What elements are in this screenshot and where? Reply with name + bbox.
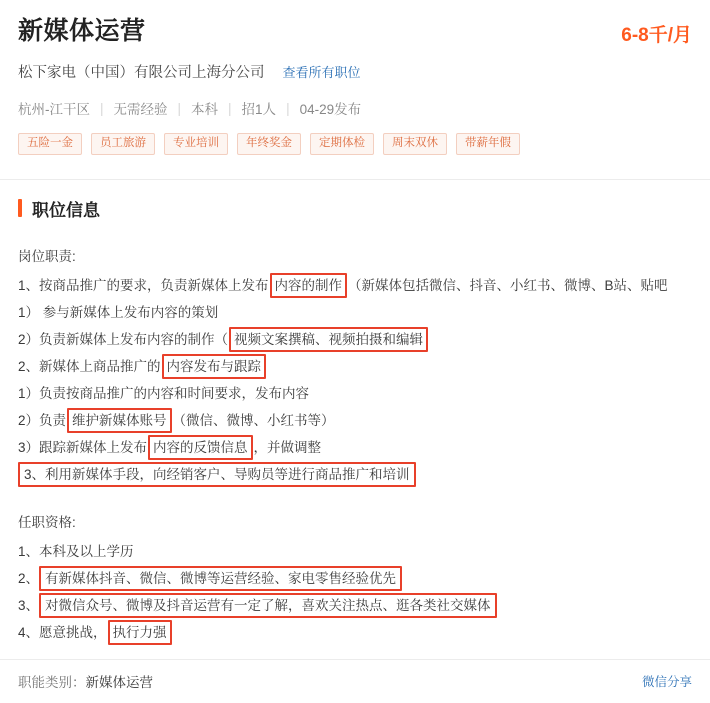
duty-2-2-text-b: （微信、微博、小红书等）	[172, 412, 335, 428]
duty-2-2-text-a: 2）负责	[18, 412, 67, 428]
job-meta	[18, 98, 692, 118]
section-accent-bar	[18, 199, 22, 217]
req-3-prefix: 3、	[18, 597, 40, 613]
req-line-1: 1、本科及以上学历	[18, 543, 134, 559]
duty-line-3	[18, 461, 692, 488]
benefit-tag: 专业培训	[164, 133, 228, 155]
duty-1-text-b: （新媒体包括微信、抖音、小红书、微博、B站、贴吧	[348, 277, 668, 293]
job-info-section	[0, 180, 710, 221]
meta-experience: 无需经验	[113, 102, 168, 117]
meta-divider: |	[100, 100, 104, 116]
req-line-4	[18, 619, 692, 646]
highlight-video-copywriting: 视频文案撰稿、视频拍摄和编辑	[229, 327, 428, 352]
wechat-share-link[interactable]: 微信分享	[641, 675, 692, 689]
benefit-tag: 定期体检	[310, 133, 374, 155]
title-row	[18, 16, 692, 47]
req-4-text-a: 4、愿意挑战，	[18, 624, 107, 640]
job-category	[18, 671, 153, 691]
salary-text: 6-8千/月	[621, 25, 692, 46]
job-footer	[0, 659, 710, 703]
benefit-tag: 周末双休	[383, 133, 447, 155]
meta-divider: |	[286, 100, 290, 116]
meta-publish-date: 04-29发布	[299, 102, 362, 117]
all-jobs-link[interactable]: 查看所有职位	[282, 65, 361, 80]
job-description	[0, 243, 710, 646]
duty-line-1-1: 1） 参与新媒体上发布内容的策划	[18, 304, 219, 320]
duties-label: 岗位职责:	[18, 248, 76, 264]
job-header	[0, 0, 710, 165]
benefit-tag: 五险一金	[18, 133, 82, 155]
duty-line-2	[18, 353, 692, 380]
duty-1-text-a: 1、按商品推广的要求，负责新媒体上发布	[18, 277, 269, 293]
section-title: 职位信息	[32, 200, 100, 220]
requirements-label: 任职资格:	[18, 514, 76, 530]
meta-divider: |	[177, 100, 182, 116]
duty-line-2-1: 1）负责按商品推广的内容和时间要求，发布内容	[18, 385, 310, 401]
meta-education: 本科	[191, 102, 219, 117]
duty-line-1	[18, 272, 692, 299]
duty-2-3-text-a: 3）跟踪新媒体上发布	[18, 439, 148, 455]
req-2-prefix: 2、	[18, 570, 40, 586]
duty-1-2-text-a: 2）负责新媒体上发布内容的制作（	[18, 331, 229, 347]
meta-divider: |	[228, 100, 232, 116]
req-line-2	[18, 565, 692, 592]
section-header	[18, 196, 692, 221]
highlight-media-experience: 有新媒体抖音、微信、微博等运营经验、家电零售经验优先	[39, 566, 402, 591]
paragraph-spacer	[18, 488, 692, 509]
req-line-3	[18, 592, 692, 619]
job-category-label: 职能类别：	[18, 675, 86, 690]
page-title: 新媒体运营	[18, 17, 146, 45]
highlight-content-publishing: 内容发布与跟踪	[162, 354, 267, 379]
duty-line-2-2	[18, 407, 692, 434]
highlight-content-production: 内容的制作	[270, 273, 348, 298]
meta-headcount: 招1人	[241, 102, 277, 117]
company-row	[18, 61, 692, 82]
highlight-execution-ability: 执行力强	[108, 620, 172, 645]
duty-line-1-2	[18, 326, 692, 353]
meta-location: 杭州-江干区	[18, 102, 90, 117]
highlight-promotion-training: 3、利用新媒体手段，向经销客户、导购员等进行商品推广和培训	[18, 462, 416, 487]
duty-line-2-3	[18, 434, 692, 461]
benefit-tag: 年终奖金	[237, 133, 301, 155]
job-category-value[interactable]: 新媒体运营	[85, 675, 153, 690]
highlight-content-feedback: 内容的反馈信息	[148, 435, 253, 460]
benefit-tags	[18, 133, 692, 155]
duty-2-text-a: 2、新媒体上商品推广的	[18, 358, 161, 374]
duty-2-3-text-b: ，并做调整	[253, 439, 322, 455]
benefit-tag: 带薪年假	[456, 133, 520, 155]
highlight-account-maintenance: 维护新媒体账号	[67, 408, 172, 433]
highlight-social-media-knowledge: 对微信众号、微博及抖音运营有一定了解，喜欢关注热点、逛各类社交媒体	[39, 593, 497, 618]
company-name[interactable]: 松下家电（中国）有限公司上海分公司	[18, 65, 265, 81]
benefit-tag: 员工旅游	[91, 133, 155, 155]
